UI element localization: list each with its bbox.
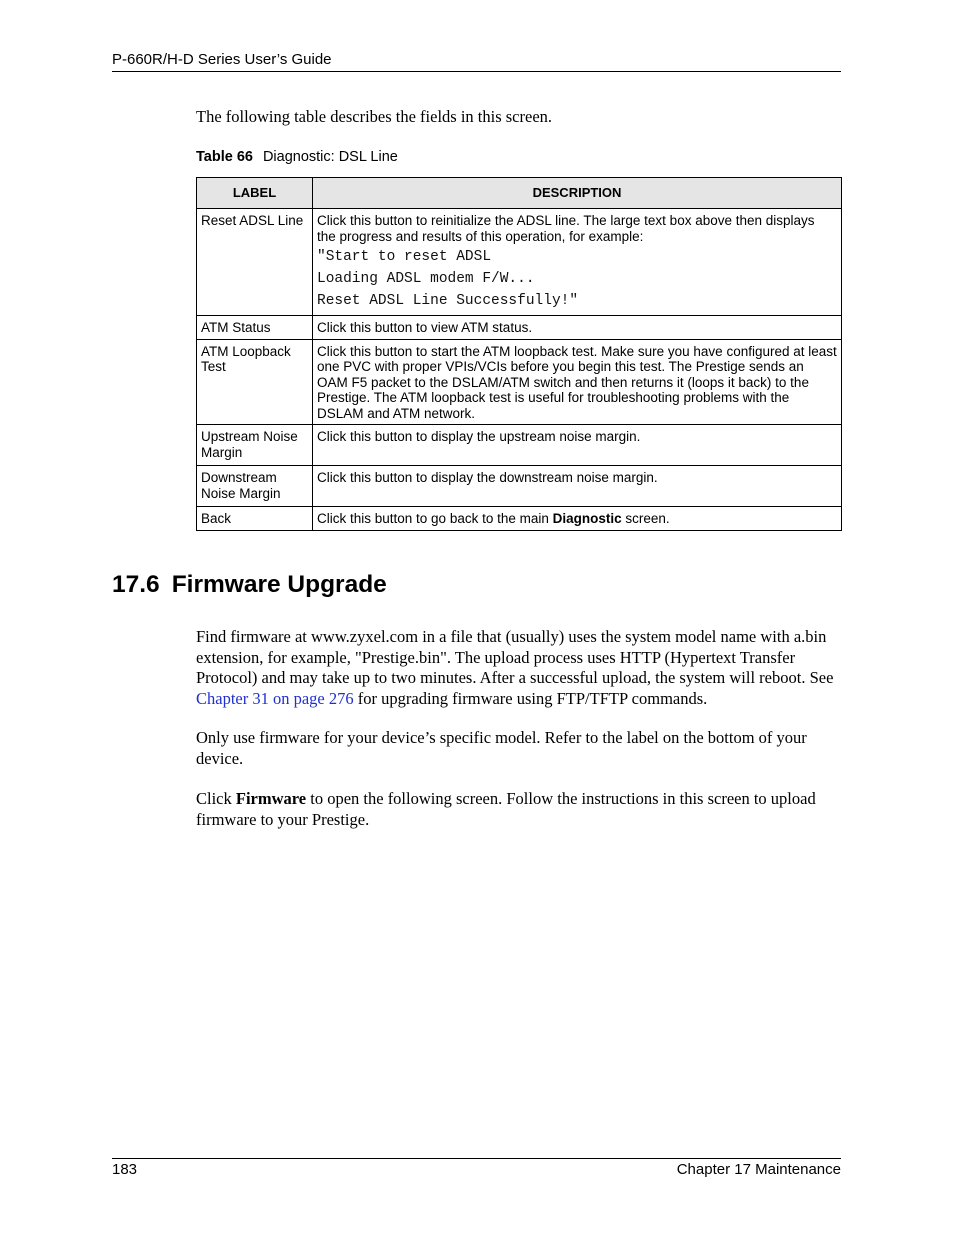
chapter-footer: Chapter 17 Maintenance [676,1161,841,1178]
row-description [313,209,842,316]
row-description-text: Click this button to go back to the main [317,511,553,526]
table-caption-title: Diagnostic: DSL Line [262,149,398,165]
paragraph-text: for upgrading firmware using FTP/TFTP commands. [353,688,708,708]
paragraph-text: to open the following screen. Follow the instructions in this screen to upload firmware to your Prestige. [196,789,816,829]
code-line: Reset ADSL Line Successfully!" [317,293,579,309]
row-label: Reset ADSL Line [197,209,313,316]
table-header-row [197,178,842,209]
firmware-paragraph [196,627,842,709]
running-header: P-660R/H-D Series User’s Guide [112,51,332,68]
section-heading [112,571,387,599]
table-row [197,209,842,316]
section-title: Firmware Upgrade [171,571,387,598]
table-row [197,507,842,531]
row-description: Click this button to view ATM status. [313,316,842,340]
column-header-label: LABEL [197,178,313,209]
model-warning-paragraph: Only use firmware for your device’s specific model. Refer to the label on the bottom of your device. [196,728,807,768]
row-description: Click this button to start the ATM loopback test. Make sure you have configured at least one PVC with proper VPIs/VCIs before you begin this test. The Prestige sends an OAM F5 packet to the DSLAM/ATM switch and then returns it (loops it back) to the Prestige. The ATM loopback test is useful for troubleshooting problems with the DSLAM and ATM network. [313,339,842,425]
column-header-description: DESCRIPTION [313,178,842,209]
instruction-paragraph [196,789,842,830]
row-description [313,507,842,531]
table-caption-number: Table 66 [196,149,253,165]
table-row [197,339,842,425]
footer-divider [112,1158,841,1159]
intro-paragraph: The following table describes the fields in this screen. [196,107,553,126]
paragraph-text: Click [196,789,236,808]
row-label: ATM Status [197,316,313,340]
table-row [197,316,842,340]
bold-term: Diagnostic [552,511,622,526]
code-line: "Start to reset ADSL [317,249,492,265]
row-description: Click this button to display the upstream noise margin. [313,425,842,466]
row-label: Downstream Noise Margin [197,466,313,507]
diagnostic-dsl-table [196,177,842,531]
code-line: Loading ADSL modem F/W... [317,271,535,287]
section-number: 17.6 [112,571,160,598]
row-description-text: screen. [621,511,670,526]
table-row [197,466,842,507]
paragraph-text: Find firmware at www.zyxel.com in a file that (usually) uses the system model name with a.bin extension, for example, "Prestige.bin". The upload process uses HTTP (Hypertext Transfer Protocol) and may take up to two minutes. After a successful upload, the system will reboot. See [196,627,834,687]
page-number: 183 [112,1161,138,1178]
header-divider [112,71,841,72]
chapter-link[interactable]: Chapter 31 on page 276 [196,688,354,708]
row-label: Upstream Noise Margin [197,425,313,466]
row-description-text: Click this button to reinitialize the ADSL line. The large text box above then displays the progress and results of this operation, for example: [317,213,815,244]
bold-term: Firmware [235,789,307,808]
table-caption [196,149,398,165]
row-label: Back [197,507,313,531]
row-label: ATM Loopback Test [197,339,313,425]
table-row [197,425,842,466]
row-description: Click this button to display the downstream noise margin. [313,466,842,507]
